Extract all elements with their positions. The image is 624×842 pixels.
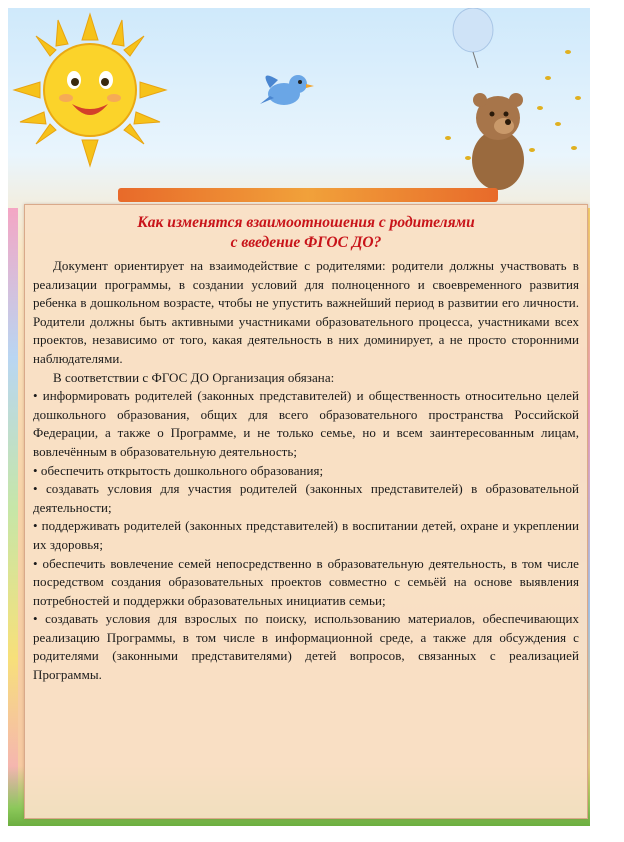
left-border-decoration [8,208,18,808]
document-title [33,213,579,253]
title-line-2: с введение ФГОС ДО? [230,234,382,251]
text-panel [24,204,588,819]
obligation-item: • создавать условия для взрослых по поиску, использованию материалов, обеспечивающих реализацию Программы, в том числе в информационной среде, а также для обсуждения с родителями (законными представителями) детей вопросов, связанных с реализацией Программы. [33,611,579,683]
obligation-item: • создавать условия для участия родителей (законных представителей) в образовательной деятельности; [33,481,579,515]
frame-decoration [118,188,498,202]
obligations-intro: В соответствии с ФГОС ДО Организация обязана: [53,369,335,385]
obligation-item: • поддерживать родителей (законных представителей) в воспитании детей, охране и укреплении их здоровья; [33,518,579,552]
poster-background [8,8,590,826]
bear-illustration [458,78,538,198]
bird-illustration [248,58,318,118]
obligation-item: • обеспечить вовлечение семей непосредственно в образовательную деятельность, в том числе посредством создания образовательных проектов совместно с семьёй на основе выявления потребностей и поддержки образовательных инициатив семьи; [33,555,579,608]
obligation-item: • обеспечить открытость дошкольного образования; [33,462,324,478]
obligation-item: • информировать родителей (законных представителей) и общественность относительно целей дошкольного образования, общих для всего образовательного пространства Российской Федерации, а также о Программе, и не только семье, но и всем заинтересованным лицам, вовлечённым в образовательную деятельность; [33,388,579,459]
intro-paragraph: Документ ориентирует на взаимодействие с родителями: родители должны участвовать в реализации программы, в создании условий для полноценного и своевременного развития ребенка в дошкольном возрасте, чтобы не упустить важнейший период в развитии его личности. Родители должны быть активными участниками образовательного процесса, участниками всех проектов, независимо от того, какая деятельность в них доминирует, а не просто сторонними наблюдателями. [33,258,579,366]
document-body [33,257,579,685]
sun-illustration [10,10,170,170]
title-line-1: Как изменятся взаимоотношения с родителями [137,214,475,231]
